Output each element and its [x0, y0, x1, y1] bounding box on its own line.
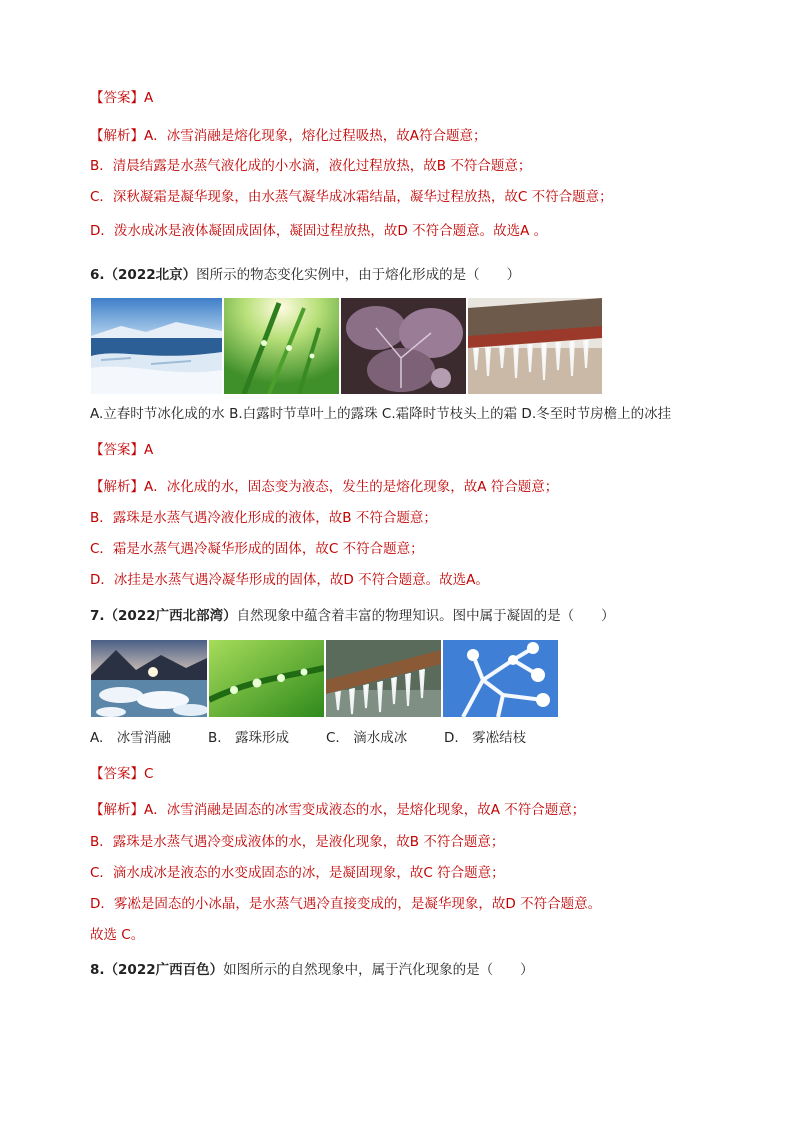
q6-stem: 6.（2022北京）图所示的物态变化实例中，由于熔化形成的是（ ） [90, 267, 521, 283]
q7-options [90, 728, 562, 748]
q7-answer-tag: 【答案】 [90, 766, 144, 782]
q5-analysis-line-c: C．深秋凝霜是凝华现象，由水蒸气凝华成冰霜结晶，凝华过程放热，故C 不符合题意； [90, 189, 613, 205]
q7-analysis-line-c: C．滴水成冰是液态的水变成固态的冰，是凝固现象，故C 符合题意； [90, 865, 505, 881]
q7-image-ice-melting [91, 640, 207, 717]
q5-analysis-line-d: D．泼水成冰是液体凝固成固体，凝固过程放热，故D 不符合题意。故选A 。 [90, 223, 548, 239]
q6-analysis-line-c: C．霜是水蒸气遇冷凝华形成的固体，故C 不符合题意； [90, 541, 424, 557]
q6-answer [90, 440, 153, 460]
q5-analysis-line-a: 【解析】A．冰雪消融是熔化现象，熔化过程吸热，故A符合题意； [90, 128, 487, 144]
q5-answer-value: A [144, 90, 154, 106]
q6-source: （2022北京） [104, 267, 197, 283]
q7-analysis-line-a: 【解析】A．冰雪消融是固态的冰雪变成液态的水，是熔化现象，故A 不符合题意； [90, 802, 586, 818]
q6-analysis-line-d: D．冰挂是水蒸气遇冷凝华形成的固体，故D 不符合题意。故选A。 [90, 572, 489, 588]
q7-analysis-line-d: D．雾凇是固态的小冰晶，是水蒸气遇冷直接变成的，是凝华现象，故D 不符合题意。 [90, 896, 602, 912]
q7-analysis-tag: 【解析】 [90, 802, 144, 818]
q7-image-dew-forming [209, 640, 324, 717]
q5-analysis-line-b: B．清晨结露是水蒸气液化成的小水滴，液化过程放热，故B 不符合题意； [90, 158, 532, 174]
q6-image-frost-on-leaves [341, 298, 466, 394]
q6-answer-value: A [144, 442, 154, 458]
q7-option-b: B. 露珠形成 [208, 730, 290, 746]
q5-analysis-tag: 【解析】 [90, 128, 144, 144]
q6-analysis-line-b: B．露珠是水蒸气遇冷液化形成的液体，故B 不符合题意； [90, 510, 437, 526]
q6-analysis-line-a: 【解析】A．冰化成的水，固态变为液态，发生的是熔化现象，故A 符合题意； [90, 479, 559, 495]
q7-analysis-line-b: B．露珠是水蒸气遇冷变成液体的水，是液化现象，故B 不符合题意； [90, 834, 505, 850]
q8-stem: 8.（2022广西百色）如图所示的自然现象中，属于汽化现象的是（ ） [90, 962, 534, 978]
q8-source: （2022广西百色） [104, 962, 224, 978]
q6-analysis-tag: 【解析】 [90, 479, 144, 495]
q6-image-icicles-on-eaves [468, 298, 602, 394]
q7-image-row [91, 640, 558, 717]
q6-answer-tag: 【答案】 [90, 442, 144, 458]
q7-option-d: D. 雾凇结枝 [444, 730, 527, 746]
q5-answer [90, 88, 153, 108]
q7-image-dripping-water-freezing [326, 640, 441, 717]
q6-image-ice-melting [91, 298, 222, 394]
q5-answer-tag: 【答案】 [90, 90, 144, 106]
q7-conclusion: 故选 C。 [90, 927, 145, 943]
q7-answer [90, 764, 153, 784]
q7-answer-value: C [144, 766, 154, 782]
q6-image-dew-on-grass [224, 298, 339, 394]
q7-stem: 7.（2022广西北部湾）自然现象中蕴含着丰富的物理知识。图中属于凝固的是（ ） [90, 608, 615, 624]
q7-option-c: C. 滴水成冰 [326, 730, 408, 746]
q7-option-a: A. 冰雪消融 [90, 730, 171, 746]
q7-image-rime-on-branches [443, 640, 558, 717]
q7-source: （2022广西北部湾） [104, 608, 237, 624]
q6-options: A.立春时节冰化成的水 B.白露时节草叶上的露珠 C.霜降时节枝头上的霜 D.冬至时节房檐上的冰挂 [90, 406, 672, 422]
q6-image-row [91, 298, 602, 394]
